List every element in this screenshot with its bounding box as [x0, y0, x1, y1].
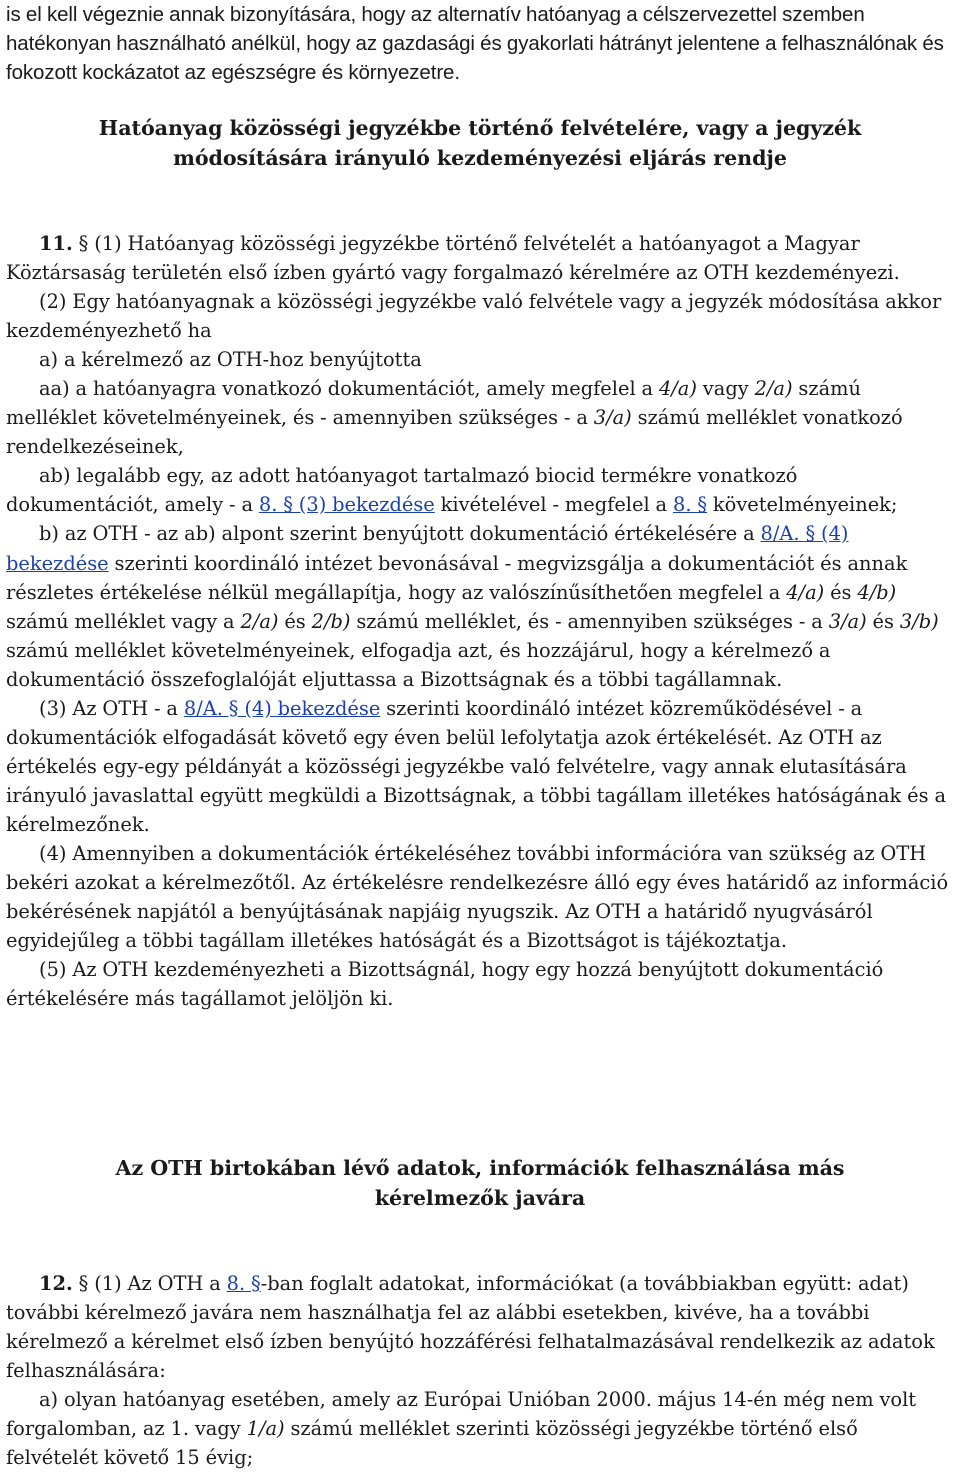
text: szerinti koordináló intézet közreműködésével - a dokumentációk elfogadását követő egy éven belül lefolytatja azok értékelését. Az OTH az értékelés egy-egy példányát a közösségi jegyzékbe való felvételre, vagy annak elutasítására irányuló javaslattal együtt megküldi a Bizottságnak, a többi tagállam illetékes hatóságának és a kérelmezőnek. — [6, 696, 947, 836]
heading-section-inclusion-procedure — [6, 114, 954, 173]
text: szerinti koordináló intézet bevonásával - megvizsgálja a dokumentációt és annak részletes értékelése nélkül megállapítja, hogy az valószínűsíthetően megfelel a — [6, 551, 908, 604]
intro-paragraph: is el kell végeznie annak bizonyítására, hogy az alternatív hatóanyag a célszervezettel szemben hatékonyan használható anélkül, hogy az gazdasági és gyakorlati hátrányt jelentene a felhasználónak és fokozott kockázatot az egészségre és környezetre. — [6, 3, 944, 84]
annex-ref: 3/b) — [899, 609, 939, 633]
text: vagy — [696, 377, 755, 401]
heading-line-1: Hatóanyag közösségi jegyzékbe történő felvételére, vagy a jegyzék — [98, 116, 862, 140]
heading-line-2: módosítására irányuló kezdeményezési eljárás rendje — [173, 145, 787, 170]
link-8[interactable]: 8. § — [672, 493, 708, 517]
annex-ref: 2/a) — [240, 609, 279, 633]
text: számú melléklet vonatkozó rendelkezéseinek, — [6, 406, 903, 459]
text: számú melléklet, és - amennyiben szükséges - a — [350, 609, 829, 633]
text: számú melléklet szerinti közösségi jegyzékbe történő első felvételét követő 15 évig; — [6, 1417, 858, 1470]
section-11-paragraph-3 — [6, 694, 954, 839]
section-number: 11. — [39, 232, 73, 255]
section-11 — [6, 229, 954, 1013]
section-11-point-b — [6, 519, 954, 693]
section-11-point-a: a) a kérelmező az OTH-hoz benyújtotta — [39, 348, 422, 372]
link-8a-4[interactable]: 8/A. § (4) bekezdése — [183, 696, 381, 720]
annex-ref: 3/a) — [593, 406, 632, 430]
link-8-3[interactable]: 8. § (3) bekezdése — [258, 493, 435, 517]
text: követelményeinek; — [707, 493, 898, 517]
link-8a-4[interactable]: 8/A. § (4) bekezdése — [6, 522, 849, 575]
paragraph-sign: § — [78, 1272, 89, 1295]
section-11-paragraph-5: (5) Az OTH kezdeményezheti a Bizottságnál, hogy egy hozzá benyújtott dokumentáció értékelésére más tagállamot jelöljön ki. — [6, 958, 884, 1011]
text: (1) Az OTH a — [88, 1272, 227, 1295]
annex-ref: 4/a) — [786, 580, 825, 604]
link-8[interactable]: 8. § — [226, 1272, 261, 1295]
text: -ban foglalt adatokat, információkat (a továbbiakban együtt: adat) további kérelmező javára nem használhatja fel az alábbi esetekben, kivéve, ha a további kérelmező a kérelmet első ízben benyújtó hozzáférési felhatalmazásával rendelkezik az adatok felhasználására: — [6, 1272, 935, 1383]
text: és — [866, 609, 900, 633]
annex-ref: 3/a) — [828, 609, 867, 633]
annex-ref: 4/a) — [658, 377, 697, 401]
paragraph-sign: § — [78, 232, 89, 255]
annex-ref: 2/a) — [754, 377, 793, 401]
section-11-paragraph-4: (4) Amennyiben a dokumentációk értékeléséhez további információra van szükség az OTH bekéri azokat a kérelmezőtől. Az értékelésre rendelkezésre álló egy éves határidő az információ bekérésének napjától a benyújtásának napjáig nyugszik. Az OTH a határidő nyugvásáról egyidejűleg a többi tagállam illetékes hatóságát és a Bizottságot is tájékoztatja. — [6, 841, 949, 953]
text: (3) Az OTH - a — [39, 696, 184, 720]
text: számú melléklet követelményeinek, elfogadja azt, és hozzájárul, hogy a kérelmező a dokumentáció összefoglalóját eljuttassa a Bizottságnak és a többi tagállamnak. — [6, 638, 831, 691]
text: b) az OTH - az ab) alpont szerint benyújtott dokumentáció értékelésére a — [39, 522, 761, 546]
section-11-point-aa — [6, 374, 954, 461]
annex-ref: 4/b) — [857, 580, 897, 604]
section-12 — [6, 1269, 954, 1472]
heading-section-data-use — [6, 1154, 954, 1213]
annex-ref: 1/a) — [246, 1417, 285, 1441]
text: és — [824, 580, 858, 604]
section-11-point-ab — [6, 461, 954, 519]
paragraph-text: (1) Hatóanyag közösségi jegyzékbe történő felvételét a hatóanyagot a Magyar Köztársaság területén első ízben gyártó vagy forgalmazó kérelmére az OTH kezdeményezi. — [6, 232, 900, 285]
section-12-point-a — [6, 1385, 954, 1472]
text: ab) legalább egy, az adott hatóanyagot tartalmazó biocid termékre vonatkozó dokumentációt, amely - a — [6, 464, 798, 517]
text: számú melléklet követelményeinek, és - amennyiben szükséges - a — [6, 377, 862, 430]
text: aa) a hatóanyagra vonatkozó dokumentációt, amely megfelel a — [39, 377, 659, 401]
section-11-paragraph-2: (2) Egy hatóanyagnak a közösségi jegyzékbe való felvétele vagy a jegyzék módosítása akkor kezdeményezhető ha — [6, 290, 942, 343]
heading-line-1: Az OTH birtokában lévő adatok, információk felhasználása más — [115, 1156, 845, 1180]
text: kivételével - megfelel a — [434, 493, 673, 517]
text: a) olyan hatóanyag esetében, amely az Európai Unióban 2000. május 14-én még nem volt forgalomban, az 1. vagy — [6, 1388, 917, 1441]
annex-ref: 2/b) — [311, 609, 351, 633]
heading-line-2: kérelmezők javára — [374, 1185, 586, 1210]
section-11-paragraph-1 — [6, 229, 954, 287]
text: és — [278, 609, 312, 633]
section-12-paragraph-1 — [6, 1269, 954, 1385]
section-number: 12. — [39, 1272, 73, 1295]
text: számú melléklet vagy a — [6, 609, 241, 633]
